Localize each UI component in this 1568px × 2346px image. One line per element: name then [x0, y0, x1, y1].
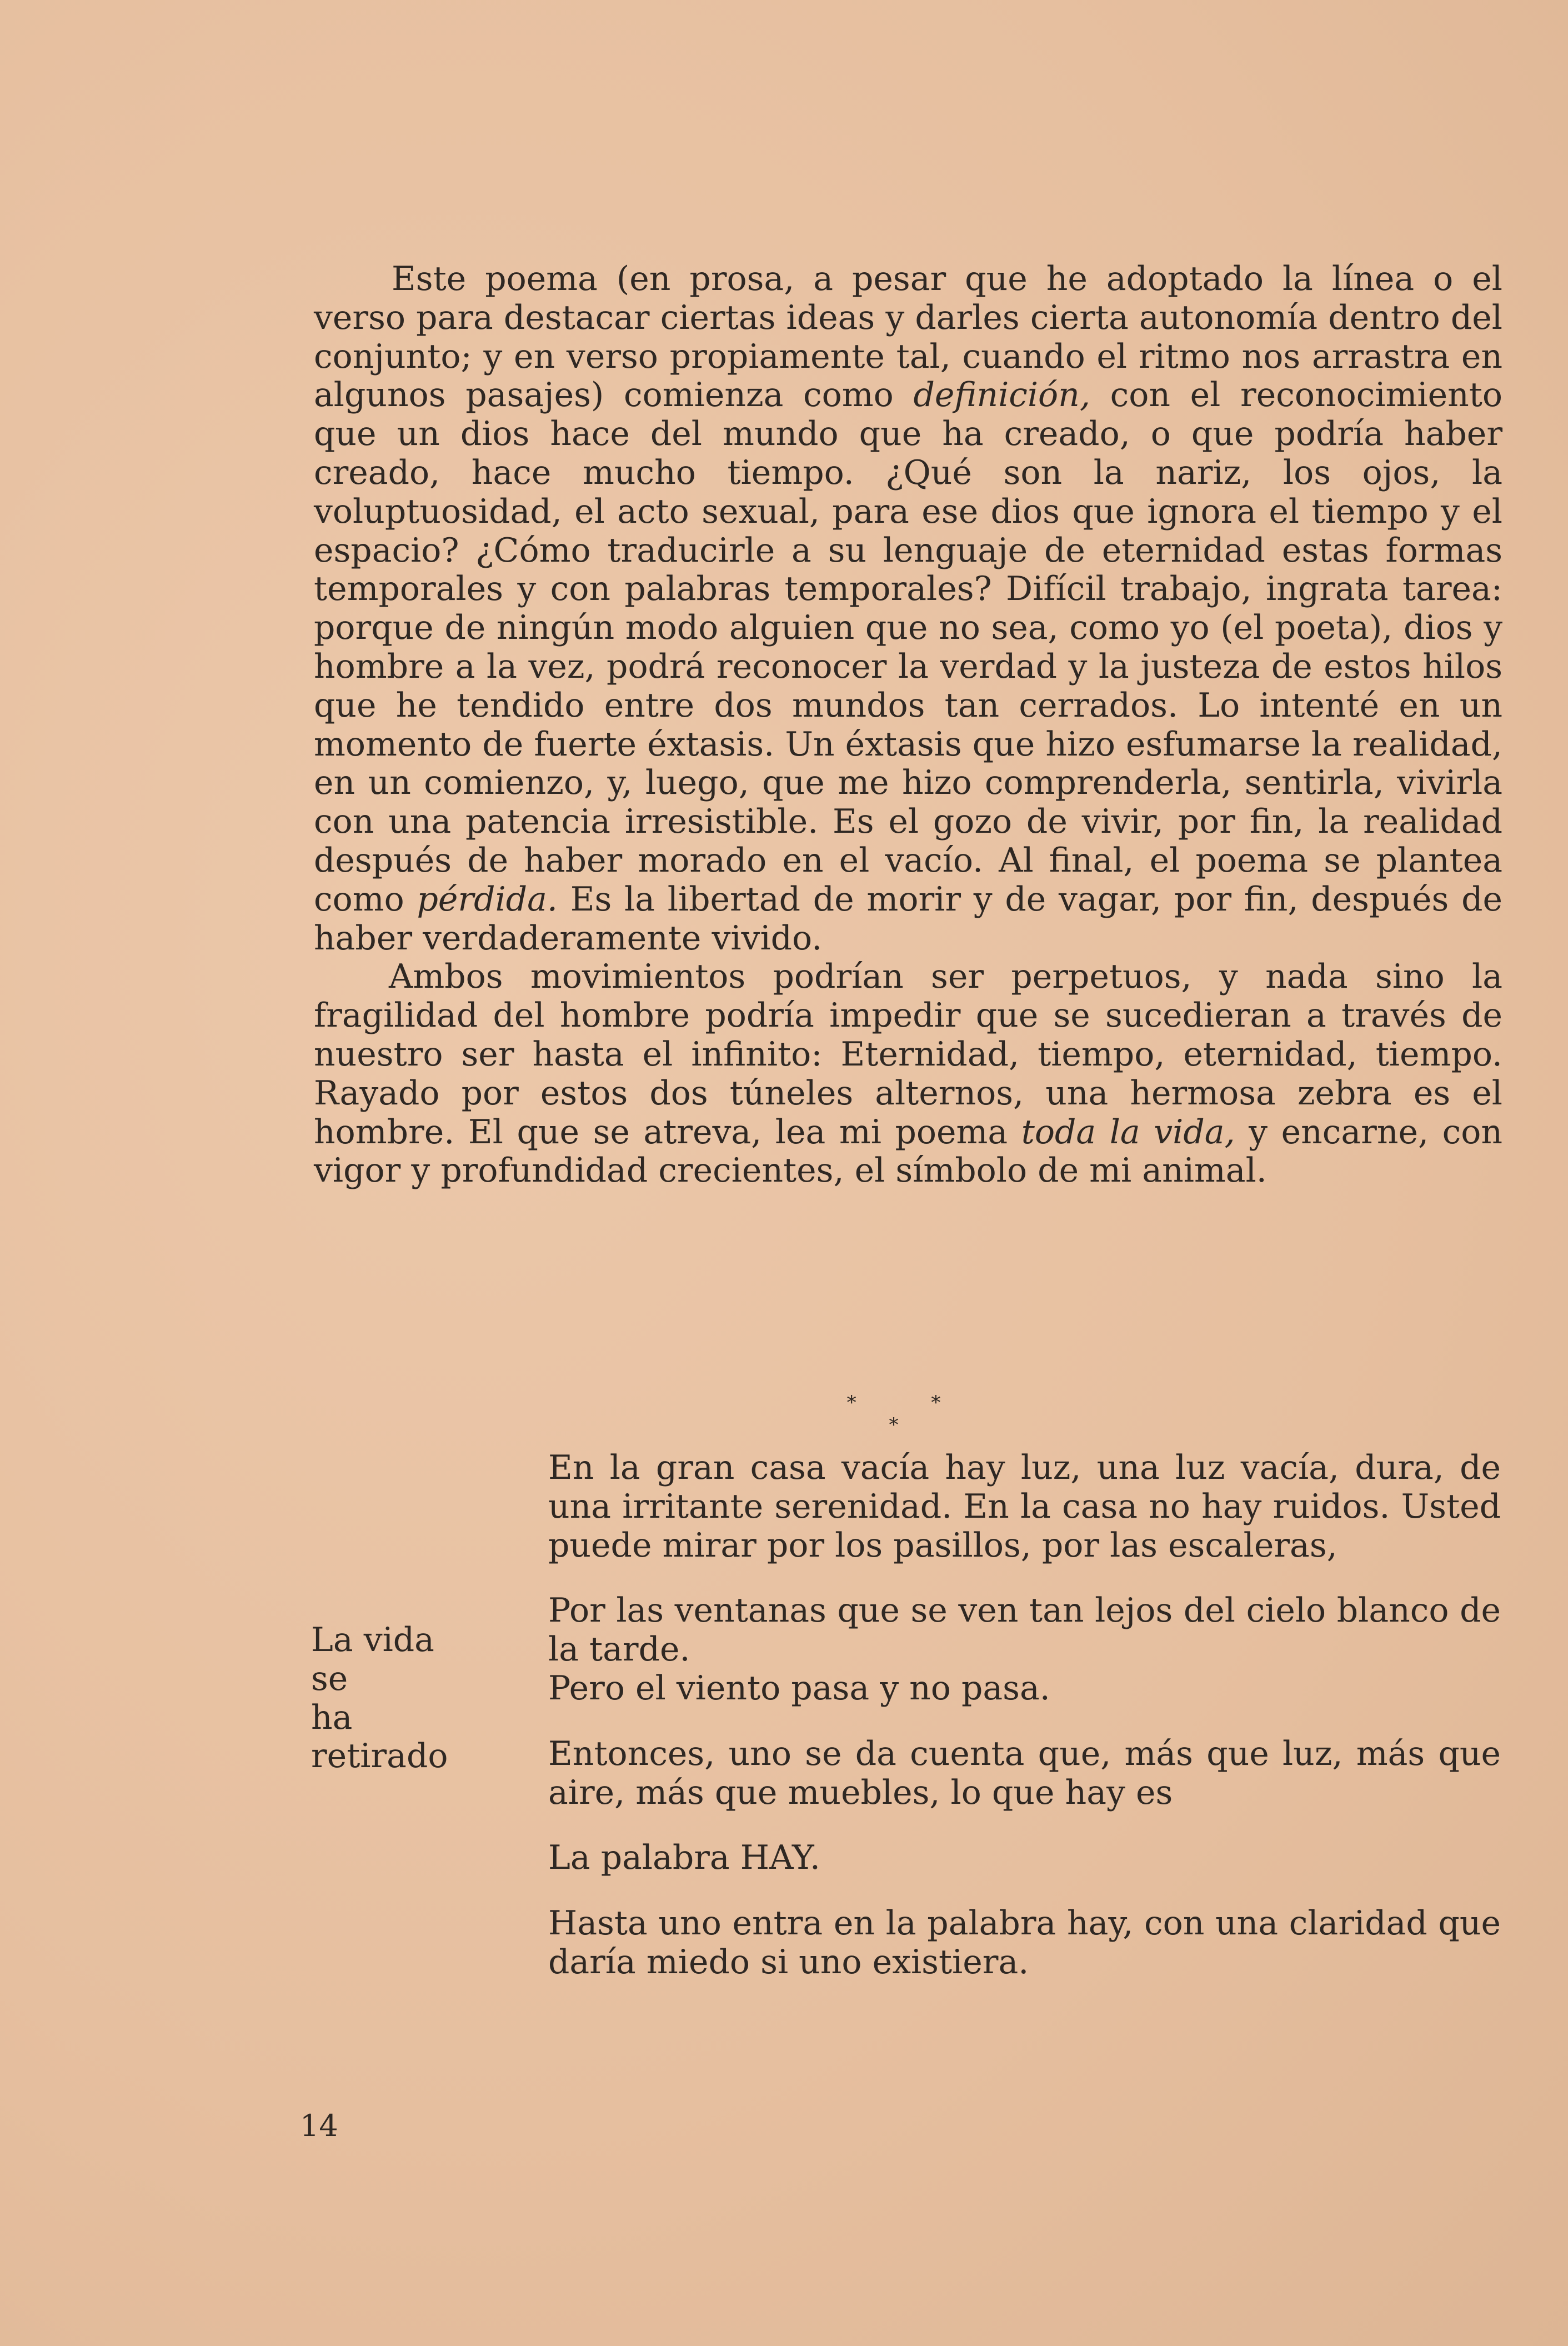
italic-perdida: pérdida. — [417, 879, 558, 919]
stanza: Por las ventanas que se ven tan lejos del cielo blanco de la tarde. — [548, 1591, 1501, 1669]
paragraph-1-text-c: Es la libertad de morir y de vagar, por fin, después de haber verdaderamente vivido. — [314, 879, 1502, 958]
stanza: Pero el viento pasa y no pasa. — [548, 1668, 1050, 1708]
stanza: En la gran casa vacía hay luz, una luz vacía, dura, de una irritante serenidad. En la casa no hay ruidos. Usted puede mirar por los pasillos, por las escaleras, — [548, 1448, 1501, 1565]
paragraph-2-text-a: Ambos movimientos podrían ser perpetuos, y nada sino la fragilidad del hombre podría impedir que se sucedieran a través de nuestro ser hasta el infinito: Eternidad, tiempo, eternidad, tiempo. Rayado por estos dos túneles alternos, una hermosa zebra es el hombre. El que se atreva, lea mi poema — [314, 957, 1502, 1152]
margin-note-line: La vida — [311, 1620, 434, 1659]
stanza: Entonces, uno se da cuenta que, más que luz, más que aire, más que muebles, lo que hay es — [548, 1734, 1501, 1812]
paragraph-1-text-a: Este poema (en prosa, a pesar que he adoptado la línea o el verso para destacar ciertas ideas y darles cierta autonomía dentro del conjunto; y en verso propiamente tal, cuando el ritmo nos arrastra en algunos pasajes) comienza como — [314, 259, 1502, 415]
italic-toda-la-vida: toda la vida, — [1021, 1112, 1235, 1152]
paragraph-1 — [314, 260, 1502, 958]
section-separator: * * * — [846, 1392, 975, 1436]
stanza: Hasta uno entra en la palabra hay, con una claridad que daría miedo si uno existiera. — [548, 1904, 1501, 1982]
paragraph-1-text-b: con el reconocimiento que un dios hace del mundo que ha creado, o que podría haber creado, hace mucho tiempo. ¿Qué son la nariz, los ojos, la voluptuosidad, el acto sexual, para ese dios que ignora el tiempo y el espacio? ¿Cómo traducirle a su lenguaje de eternidad estas formas temporales y con palabras temporales? Difícil trabajo, ingrata tarea: porque de ningún modo alguien que no sea, como yo (el poeta), dios y hombre a la vez, podrá reconocer la verdad y la justeza de estos hilos que he tendido entre dos mundos tan cerrados. Lo intenté en un momento de fuerte éxtasis. Un éxtasis que hizo esfumarse la realidad, en un comienzo, y, luego, que me hizo comprenderla, sentirla, vivirla con una patencia irresistible. Es el gozo de vivir, por fin, la realidad después de haber morado en el vacío. Al final, el poema se plantea como — [314, 376, 1503, 919]
poem — [548, 1449, 1501, 1982]
margin-note-line: se — [311, 1659, 348, 1698]
paragraph-2 — [314, 958, 1502, 1190]
italic-definicion: definición, — [913, 376, 1090, 415]
margin-note-line: ha — [311, 1698, 353, 1737]
margin-note-line: retirado — [311, 1737, 448, 1776]
page-number: 14 — [300, 2108, 338, 2143]
stanza: La palabra HAY. — [548, 1838, 820, 1878]
margin-note — [311, 1621, 478, 1776]
prose-intro — [314, 260, 1502, 1190]
paragraph-2-text-b: y encarne, con vigor y profundidad crecientes, el símbolo de mi animal. — [314, 1112, 1502, 1190]
